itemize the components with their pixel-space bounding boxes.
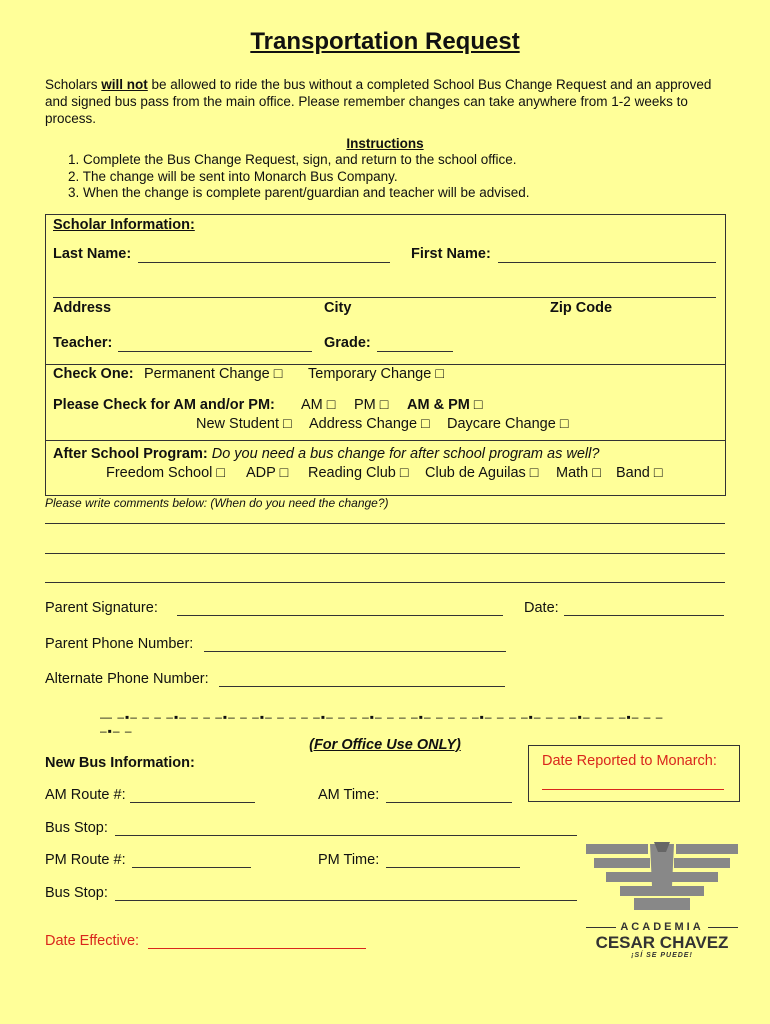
teacher-field[interactable] [118, 337, 312, 352]
comment-line[interactable] [45, 568, 725, 583]
date-field[interactable] [564, 601, 724, 616]
pm-route-label: PM Route #: [45, 852, 126, 868]
bus-stop-field[interactable] [115, 821, 577, 836]
office-use-heading: (For Office Use ONLY) [309, 737, 461, 753]
first-name-label: First Name: [411, 246, 491, 262]
grade-label: Grade: [324, 335, 371, 351]
bus-stop-2-field[interactable] [115, 886, 577, 901]
parent-signature-label: Parent Signature: [45, 600, 158, 616]
am-pm-checkbox[interactable]: AM & PM □ [407, 397, 483, 413]
instructions-heading: Instructions [346, 136, 424, 151]
club-de-aguilas-checkbox[interactable]: Club de Aguilas □ [425, 465, 539, 481]
last-name-label: Last Name: [53, 246, 132, 262]
pm-route-field[interactable] [132, 853, 251, 868]
parent-phone-field[interactable] [204, 637, 506, 652]
address-field[interactable] [53, 283, 716, 298]
bus-stop-label: Bus Stop: [45, 820, 108, 836]
am-pm-label: Please Check for AM and/or PM: [53, 397, 275, 413]
after-school-row [53, 446, 599, 462]
cut-line-divider: — –▪– – – –▪– – – –▪– – –▪– – – – –▪– – – –▪– – – –▪– – – – –▪– – – –▪– – – –▪– – – –▪– – – –▪– – [100, 710, 664, 738]
temporary-change-checkbox[interactable]: Temporary Change □ [308, 366, 445, 382]
intro-emphasis: will not [101, 77, 148, 92]
logo-cesar-chavez: CESAR CHAVEZ [595, 933, 729, 952]
address-change-checkbox[interactable]: Address Change □ [309, 416, 430, 432]
first-name-field[interactable] [498, 248, 716, 263]
comment-line[interactable] [45, 509, 725, 524]
band-checkbox[interactable]: Band □ [616, 465, 663, 481]
box-divider [45, 440, 725, 441]
alt-phone-field[interactable] [219, 672, 505, 687]
new-bus-info-label: New Bus Information: [45, 755, 195, 771]
zip-label: Zip Code [550, 300, 613, 316]
math-checkbox[interactable]: Math □ [556, 465, 602, 481]
bus-stop-2-label: Bus Stop: [45, 885, 108, 901]
new-student-checkbox[interactable]: New Student □ [196, 416, 292, 432]
page-title: Transportation Request [250, 28, 520, 55]
address-label: Address [53, 300, 112, 316]
am-time-label: AM Time: [318, 787, 380, 803]
parent-signature-field[interactable] [177, 601, 503, 616]
box-divider [45, 364, 725, 365]
daycare-change-checkbox[interactable]: Daycare Change □ [447, 416, 569, 432]
pm-time-label: PM Time: [318, 852, 380, 868]
last-name-field[interactable] [138, 248, 390, 263]
grade-field[interactable] [377, 337, 453, 352]
adp-checkbox[interactable]: ADP □ [246, 465, 289, 481]
am-route-field[interactable] [130, 788, 255, 803]
comment-line[interactable] [45, 539, 725, 554]
am-checkbox[interactable]: AM □ [301, 397, 336, 413]
after-school-question: Do you need a bus change for after school program as well? [211, 446, 600, 462]
pm-time-field[interactable] [386, 853, 520, 868]
logo-academia: ACADEMIA [620, 921, 704, 933]
parent-phone-label: Parent Phone Number: [45, 636, 194, 652]
instruction-item: 2. The change will be sent into Monarch Bus Company. [68, 168, 398, 184]
pm-checkbox[interactable]: PM □ [354, 397, 389, 413]
academia-cesar-chavez-logo [586, 840, 738, 960]
alt-phone-label: Alternate Phone Number: [45, 671, 209, 687]
date-effective-label: Date Effective: [45, 933, 140, 949]
after-school-label: After School Program: [53, 446, 208, 462]
date-effective-field[interactable] [148, 934, 366, 949]
instructions-list [68, 152, 530, 202]
am-time-field[interactable] [386, 788, 512, 803]
intro-text: Scholars will not be allowed to ride the bus without a completed School Bus Change Request and an approved and signed bus pass from the main office. Please remember changes can take anywhere from 1-2 weeks to process. [45, 77, 712, 126]
permanent-change-checkbox[interactable]: Permanent Change □ [144, 366, 283, 382]
instruction-item: 1. Complete the Bus Change Request, sign, and return to the school office. [68, 152, 517, 167]
scholar-info-heading: Scholar Information: [53, 217, 195, 233]
reading-club-checkbox[interactable]: Reading Club □ [308, 465, 409, 481]
comments-label: Please write comments below: (When do you need the change?) [45, 496, 389, 510]
freedom-school-checkbox[interactable]: Freedom School □ [106, 465, 226, 481]
am-route-label: AM Route #: [45, 787, 126, 803]
instruction-item: 3. When the change is complete parent/guardian and teacher will be advised. [68, 185, 530, 200]
date-reported-field[interactable] [542, 775, 724, 790]
date-reported-label: Date Reported to Monarch: [542, 753, 717, 769]
logo-tagline: ¡SÍ SE PUEDE! [631, 952, 693, 959]
city-label: City [324, 300, 352, 316]
eagle-emblem-icon [586, 840, 738, 912]
date-label: Date: [524, 600, 559, 616]
teacher-label: Teacher: [53, 335, 113, 351]
check-one-label: Check One: [53, 366, 134, 382]
